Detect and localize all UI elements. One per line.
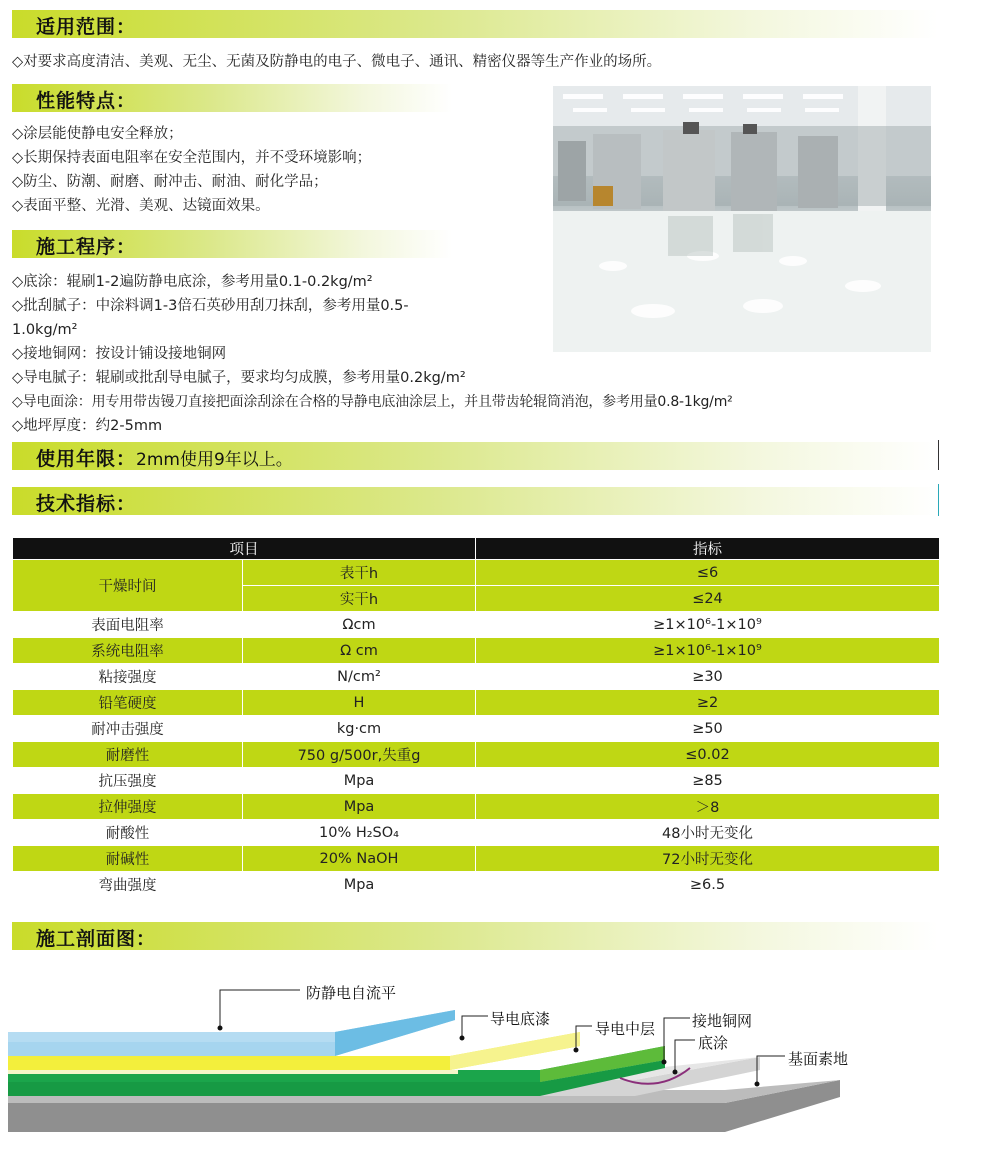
lifespan-value: 2mm使用9年以上。 [136,450,293,470]
row-value: 72小时无变化 [476,846,940,872]
row-name: 铅笔硬度 [13,690,243,716]
feature-line: ◇长期保持表面电阻率在安全范围内，并不受环境影响； [12,150,372,166]
feature-line: ◇表面平整、光滑、美观、达镜面效果。 [12,198,270,214]
procedure-line: ◇批刮腻子：中涂料调1-3倍石英砂用刮刀抹刮，参考用量0.5- [12,298,409,314]
section-title-procedure: 施工程序： [36,236,137,258]
divider [938,484,939,516]
section-title-lifespan: 使用年限： [36,448,137,470]
lifespan-row [36,444,293,471]
row-value: ≥6.5 [476,872,940,898]
row-unit: 20% NaOH [243,846,476,872]
row-unit: 表干h [243,560,476,586]
row-name: 拉伸强度 [13,794,243,820]
label-conductive-middle: 导电中层 [595,1020,656,1038]
row-unit: H [243,690,476,716]
section-title-tech: 技术指标： [36,493,137,515]
table-row [13,742,940,768]
section-title-scope: 适用范围： [36,16,137,38]
table-row [13,872,940,898]
row-unit: Ω cm [243,638,476,664]
procedure-line: ◇地坪厚度：约2-5mm [12,418,163,434]
col-index-header: 指标 [476,538,940,560]
procedure-line: ◇接地铜网：按设计铺设接地铜网 [12,346,227,362]
section-header-features [12,84,452,112]
table-row [13,768,940,794]
leader-line [220,990,300,1028]
leader-line [757,1056,785,1084]
row-unit: 实干h [243,586,476,612]
row-value: ≥85 [476,768,940,794]
row-value: ≥50 [476,716,940,742]
section-title-cross-section: 施工剖面图： [36,928,157,950]
row-unit: 750 g/500r,失重g [243,742,476,768]
row-unit: kg·cm [243,716,476,742]
row-name: 耐磨性 [13,742,243,768]
feature-line: ◇涂层能使静电安全释放； [12,126,183,142]
row-name: 耐碱性 [13,846,243,872]
row-value: ＞8 [476,794,940,820]
row-value: ≥30 [476,664,940,690]
row-name: 表面电阻率 [13,612,243,638]
table-row [13,716,940,742]
row-name: 粘接强度 [13,664,243,690]
cleanroom-photo-illustration [553,86,931,352]
table-row [13,690,940,716]
row-name: 耐酸性 [13,820,243,846]
section-header-lifespan [12,442,938,470]
procedure-line: ◇底涂：辊刷1-2遍防静电底涂，参考用量0.1-0.2kg/m² [12,274,373,290]
table-row [13,846,940,872]
label-self-leveling: 防静电自流平 [306,984,397,1002]
row-value: ≤6 [476,560,940,586]
label-conductive-primer: 导电底漆 [490,1010,551,1028]
label-copper-mesh: 接地铜网 [692,1012,753,1030]
table-header [13,538,940,560]
row-unit: Mpa [243,794,476,820]
scope-line: ◇对要求高度清洁、美观、无尘、无菌及防静电的电子、微电子、通讯、精密仪器等生产作业的场所。 [12,54,662,70]
table-row [13,664,940,690]
row-unit: 10% H₂SO₄ [243,820,476,846]
row-value: ≥1×10⁶-1×10⁹ [476,638,940,664]
row-unit: N/cm² [243,664,476,690]
row-name: 干燥时间 [13,560,243,612]
procedure-line: ◇导电腻子：辊刷或批刮导电腻子，要求均匀成膜，参考用量0.2kg/m² [12,370,466,386]
table-row [13,638,940,664]
row-unit: Ωcm [243,612,476,638]
row-name: 系统电阻率 [13,638,243,664]
row-name: 耐冲击强度 [13,716,243,742]
row-unit: Mpa [243,872,476,898]
spec-table [12,537,940,898]
cleanroom-photo [553,86,931,352]
feature-line: ◇防尘、防潮、耐磨、耐冲击、耐油、耐化学品； [12,174,328,190]
section-header-cross-section [12,922,938,950]
table-row [13,820,940,846]
row-name: 弯曲强度 [13,872,243,898]
col-item-header: 项目 [13,538,476,560]
table-row [13,612,940,638]
layer-conductive-primer-edge [450,1032,580,1070]
layer-self-leveling-edge [335,1010,455,1056]
row-value: ≤24 [476,586,940,612]
procedure-line: ◇导电面涂：用专用带齿镘刀直接把面涂刮涂在合格的导静电底油涂层上，并且带齿轮辊筒消泡，参考用量0.8-1kg/m² [12,394,733,410]
procedure-line: 1.0kg/m² [12,322,78,338]
row-value: 48小时无变化 [476,820,940,846]
divider [938,440,939,470]
section-header-tech [12,487,938,515]
table-row [13,560,940,586]
row-value: ≥1×10⁶-1×10⁹ [476,612,940,638]
row-value: ≤0.02 [476,742,940,768]
row-unit: Mpa [243,768,476,794]
row-value: ≥2 [476,690,940,716]
section-header-scope [12,10,938,38]
label-base: 基面素地 [788,1050,849,1068]
section-header-procedure [12,230,452,258]
leader-line [462,1016,488,1038]
layer-separator [8,1070,458,1074]
label-primer: 底涂 [698,1034,729,1052]
section-title-features: 性能特点： [36,90,137,112]
row-name: 抗压强度 [13,768,243,794]
table-row [13,794,940,820]
cross-section-diagram [0,960,1000,1152]
